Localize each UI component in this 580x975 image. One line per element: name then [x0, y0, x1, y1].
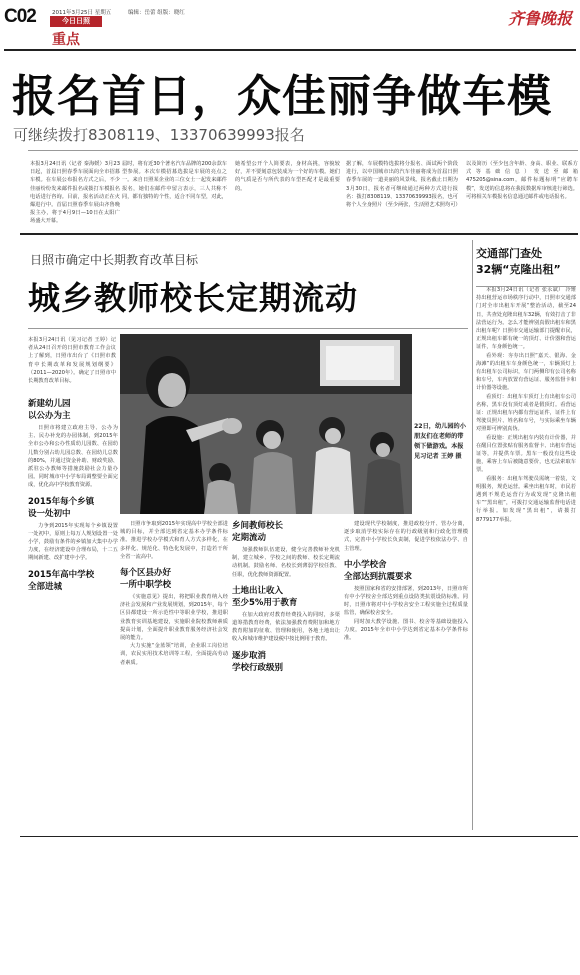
masthead-rule	[4, 49, 576, 51]
paper-logo: 齐鲁晚报	[507, 9, 572, 28]
page-number: C02	[4, 6, 36, 27]
paragraph-training: 大力实施“金蓝领”培训，企业职工岗位培训，农民实用技术培训等工程，全面提高劳动者素质。	[120, 643, 228, 666]
sidebar-rule	[476, 286, 576, 287]
sidebar-body: 本报3月24日讯（记者 张永斌） 冷雉持出租营运市场秩序行动中，日照市交通部门对全市出租车开展“整治活动，截至24日，共查处克隆出租车32辆，有效打击了非法营运行为。怎么才能辨别真假出租车和黑出租车呢？日照市交通运输部门提醒市民，正规出租车都有统一的顶灯、计价器和营运证件，车身颜色统一。 看外观：夯夯出日照“嘉天、银海、金海滩”的出租车车身颜色统一，车辆顶灯上有出租车公司标识，车门两侧印有公司名称和车号，车内放置有营运证、服务监督卡和计价器等设施。 看顶灯：出租车车顶灯上有出租车公司名称，黑车没有顶灯或者是假顶灯。看营运证：正规出租车内都有营运证件，证件上有驾驶员照片、姓名和车号，与实际乘坐车辆对照即可辨别真伪。 看设施：正规出租车内装有计价器，并在醒目位置张贴有服务监督卡、出租车营运证等，并提供车票。黑车一般没有这些设施，乘客上车后被随意要价，也无法索取车票。 看服务：出租车驾驶员需统一着装，文明服务，规范运营。乘坐出租车时，市民若遇到不规范运营行为或发现“克隆出租车”“黑出租”，可拨打交通运输监督电话进行举报。如发现“黑出租”，请拨打8779177举报。	[476, 287, 576, 523]
lead-column-3: 据了解，车展模特选拔将分报名、面试两个阶段进行，以中国城市出的汽车佳丽将成为首届日照春季车展的一道美丽的风景线。报名截止日期为3月30日，报名者可继续通过两种方式进行报名：拨打8308119、13370639993报名，也可将个人全身照片（至少两张，生活照艺术照均可）以及简历（至少包含年龄、身高、职业、联系方式等基础信息）发送至邮箱475205@sina.com，邮件标题标明“应聘车模”，发送的信息将在我报数据库审核进行筛选。可将相关车模报名信息通过邮件或电话报名。	[346, 161, 578, 209]
classroom-photo	[120, 334, 412, 514]
subhead-admin-rank-1: 逐步取消	[232, 650, 267, 661]
subhead-high-school-1: 2015年高中学校	[28, 569, 95, 580]
subhead-kindergarten-2: 以公办为主	[28, 411, 71, 421]
subhead-kindergarten-1: 新建幼儿园	[28, 399, 71, 409]
subhead-vocational-2: 一所中职学校	[120, 580, 172, 591]
paragraph-kindergarten: 日照市将建立政府主导、公办为主、民办补充的办园体制，到2015年全市公办和公办性质幼儿园数、在园幼儿数分别占幼儿园总数、在园幼儿总数的80%，并通过资金补助、财政奖励、派驻公办教师等措施鼓励社会力量办园。同时城市中小学布局调整要全面完成，优化高中学校教育资源。	[28, 425, 118, 489]
subhead-teacher-rotation-1: 乡间教师校长	[232, 521, 284, 531]
subhead-seismic-2: 全部达到抗震要求	[344, 571, 413, 582]
subhead-vocational-1: 每个区县办好	[120, 568, 172, 579]
feature-rule	[28, 328, 468, 329]
date-line: 2011年3月25日 星期五	[52, 10, 112, 16]
section-title: 重点	[52, 32, 80, 48]
masthead	[0, 0, 580, 52]
lead-column-1: 本报3月24日讯（记者 秦海媛）3月23日起，首届日照春季车展面向全市招募车模。在车展公布报名方式之后，不少佳丽纷纷发来邮件报名或拨打车模报名电话进行咨询。目前，报名活动正在火爆进行中。首届日照春季车展由齐鲁晚报主办，将于4月9日—10日在太阳广场盛大开幕。	[30, 161, 120, 224]
subhead-land-revenue-1: 土地出让收入	[232, 585, 284, 596]
lead-headline: 报名首日，众佳丽争做车模	[12, 71, 552, 122]
sidebar-headline-1: 交通部门查处	[476, 247, 542, 260]
paragraph-facilities: 同时加大教学设施、图书、校舍等基础设施投入力度，2015年全市中小学达到省定基本办学条件标准。	[344, 618, 468, 642]
lead-rule-top	[28, 150, 578, 151]
photo-caption: 22日，幼儿园的小朋友们在老师的带领下做游戏。本报见习记者 王婷 摄	[414, 423, 466, 460]
feature-kicker: 日照市确定中长期教育改革目标	[30, 253, 199, 267]
lead-column-2: 届时，将有近30个著名汽车品牌的200余款车型参展。本次车模招募选拔是车展的亮点之一。来自日照某企业的三位女士一起发来邮件报名，她们在邮件中留言表示，三人共称不同，都有独特的个性，适合不同车型，对此，她希望公开个人简要表，身材高挑，容貌较好，并不要刻意包装成为一个好的车模。她们的气质是否与所代表的车型匹配才是最重要的。	[122, 161, 340, 200]
editor-line: 编辑：岳蕾 组版：晓红	[128, 10, 185, 16]
subhead-junior-high-1: 2015年每个乡镇	[28, 496, 95, 507]
sidebar-headline-2: 32辆“克隆出租”	[476, 263, 561, 276]
subhead-teacher-rotation-2: 定期流动	[232, 533, 267, 543]
subhead-seismic-1: 中小学校舍	[344, 559, 387, 570]
section-tab: 今日日照	[50, 16, 102, 27]
subhead-admin-rank-2: 学校行政级别	[232, 662, 284, 673]
paragraph-school-system: 建设现代学校制度，推进政校分开、管办分离，逐步取消学校实际存在的行政级别和行政化管理模式，完善中小学校长负责制，促进学校依法办学、自主管理。	[344, 521, 468, 552]
paragraph-teacher-rotation: 加强教师队伍建设，健全完善教师补充机制，建立城乡、学校之间的教师、校长定期流动机制。鼓励名师、名校长到薄弱学校任教、任职，优化教师资源配置。	[232, 547, 340, 578]
lead-rule-bottom	[20, 233, 578, 235]
feature-column-2	[120, 520, 228, 820]
sidebar-divider	[472, 240, 473, 830]
subhead-junior-high-2: 设一处初中	[28, 508, 71, 519]
page-bottom-rule	[20, 836, 578, 837]
paragraph-high-school: 日照市争取到2015年实现高中学校全部进城的目标，并全部达到省定基本办学条件标准。推进学校办学模式和育人方式多样化，在多样化、规范化、特色化发展中，打造若干所全省一流高中。	[120, 521, 228, 560]
subhead-high-school-2: 全部进城	[28, 581, 63, 592]
paragraph-junior-high: 力争到2015年实现每个乡镇设置一处初中，原则上每万人规划设置一处小学，鼓励有条件的乡镇加大集中办学力度，在经济建设中合理布局，十二五期间新建、改扩建中小学。	[28, 522, 118, 562]
feature-lead: 本报3月24日讯（见习记者 王婷）记者从24日召开的日照市教育工作会议上了解到，日照市出台了《日照市教育中长期改革和发展规划纲要》（2011—2020年）。确定了日照市中长期教育改革目标。	[28, 337, 116, 385]
feature-headline: 城乡教师校长定期流动	[28, 279, 359, 317]
feature-column-4	[344, 520, 468, 820]
lead-subhead: 可继续拨打8308119、13370639993报名	[13, 126, 305, 144]
paragraph-land-revenue: 在加大政府对教育经费投入的同时，多渠道筹措教育经费，依法加强教育费附加和地方教育附加的征收、管理和使用，各地土地出让收入和城市维护建设税中按比例用于教育。	[232, 611, 340, 643]
paragraph-seismic: 按照国家和省的安排部署，到2013年，日照市所有中小学校舍全部达到重点设防类抗震设防标准。同时，日照市将对中小学校舍安全工程实施全过程质量监管，确保校舍安全。	[344, 585, 468, 617]
paragraph-vocational: 《实施意见》提出，将把职业教育纳入经济社会发展和产业发展规划，到2015年，每个区县都建设一所示范性中等职业学校，推进职业教育实训基地建设，实施职业院校教师素质提高计划，全面提升职业教育服务经济社会发展的能力。	[120, 594, 228, 642]
sidebar-story	[476, 246, 576, 830]
subhead-land-revenue-2: 至少5%用于教育	[232, 597, 298, 608]
feature-column-1	[28, 398, 118, 828]
feature-column-3	[232, 520, 340, 820]
